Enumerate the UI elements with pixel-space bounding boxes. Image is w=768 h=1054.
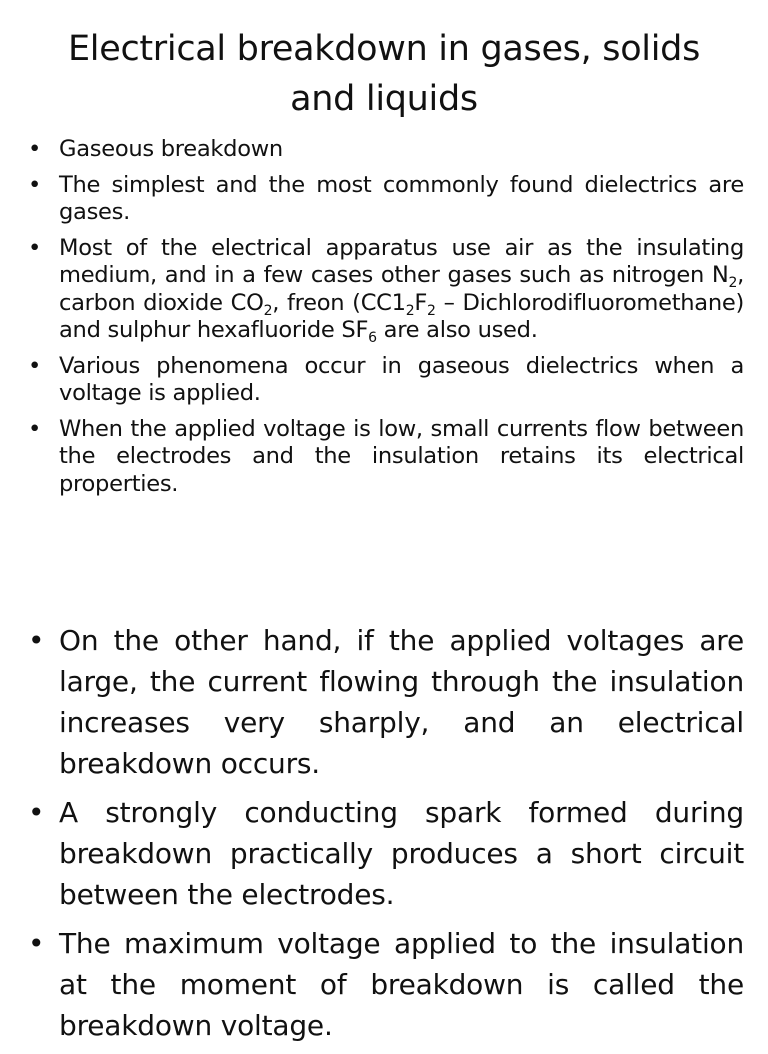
bullet-icon: • — [28, 234, 42, 261]
list-item-text: Various phenomena occur in gaseous dielectrics when a voltage is applied. — [59, 352, 744, 406]
list-item-text: When the applied voltage is low, small currents flow between the electrodes and the insulation retains its electrical properties. — [59, 415, 744, 497]
bullet-list-top — [24, 136, 744, 506]
text-run: , carbon dioxide CO — [59, 262, 744, 316]
bullet-icon: • — [28, 927, 45, 960]
list-item-text: Gaseous breakdown — [59, 136, 283, 162]
list-item-text: On the other hand, if the applied voltages are large, the current flowing through the insulation increases very sharply, and an electrical breakdown occurs. — [59, 624, 744, 780]
list-item — [24, 792, 744, 915]
bullet-list-bottom — [24, 620, 744, 1054]
list-item-text: A strongly conducting spark formed during breakdown practically produces a short circuit between the electrodes. — [59, 796, 744, 911]
bullet-icon: • — [28, 796, 45, 829]
subscript: 2 — [728, 274, 738, 291]
list-item — [24, 172, 744, 227]
list-item-text: The simplest and the most commonly found dielectrics are gases. — [59, 171, 744, 225]
list-item — [24, 620, 744, 784]
bullet-icon: • — [28, 415, 42, 442]
subscript: 2 — [405, 302, 415, 319]
list-item — [24, 235, 744, 345]
text-run: – Dichlorodifluoromethane) and sulphur hexafluoride SF — [59, 289, 744, 343]
text-run: , freon (CC1 — [272, 289, 406, 316]
text-run: Most of the electrical apparatus use air as the insulating medium, and in a few cases other gases such as nitrogen N — [59, 234, 744, 288]
bullet-icon: • — [28, 352, 42, 379]
page-title: Electrical breakdown in gases, solids and liquids — [67, 29, 701, 119]
bullet-icon: • — [28, 136, 42, 162]
list-item — [24, 923, 744, 1046]
list-item — [24, 353, 744, 408]
text-run: F — [414, 289, 428, 316]
list-item-text — [59, 235, 744, 344]
bullet-icon: • — [28, 171, 42, 198]
text-run: are also used. — [376, 317, 538, 343]
subscript: 6 — [368, 329, 377, 346]
bullet-icon: • — [28, 624, 45, 657]
subscript: 2 — [427, 302, 436, 319]
list-item — [24, 136, 744, 164]
subscript: 2 — [263, 302, 273, 319]
list-item-text: The maximum voltage applied to the insulation at the moment of breakdown is called the breakdown voltage. — [59, 927, 744, 1042]
list-item — [24, 416, 744, 499]
